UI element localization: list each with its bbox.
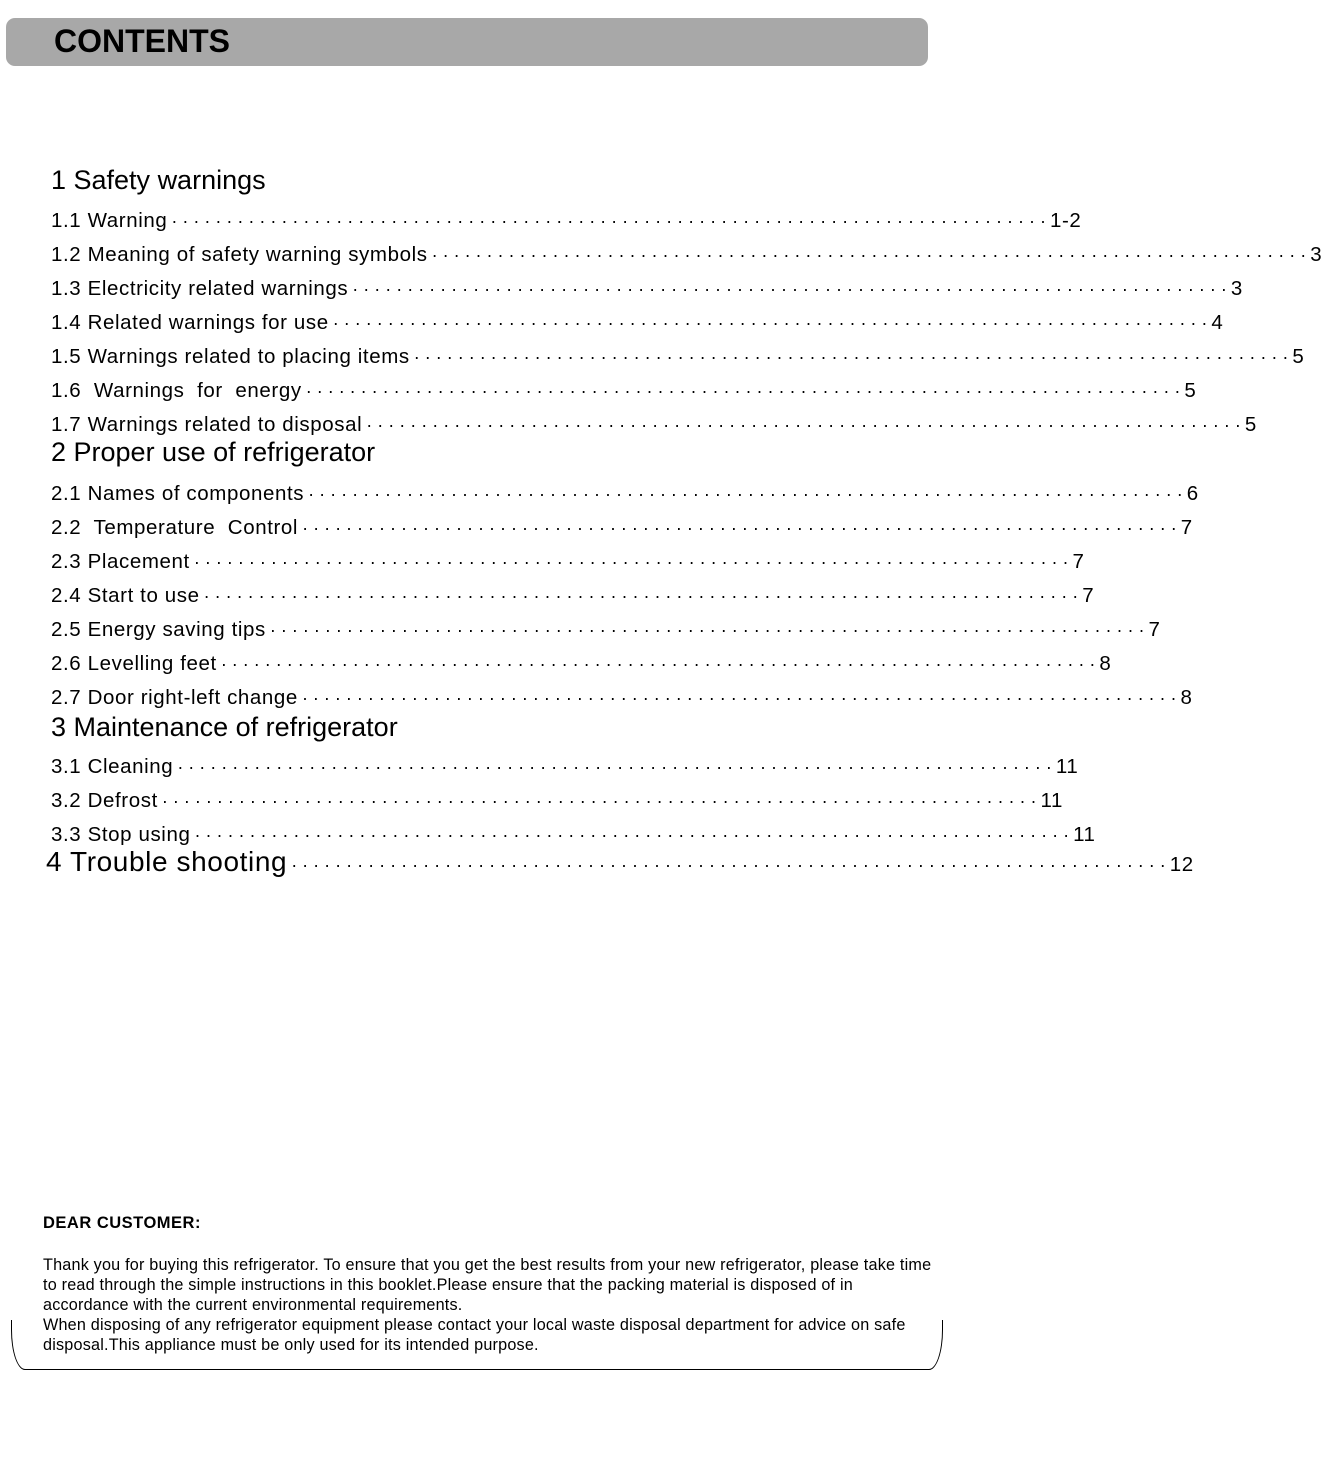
toc-entry-label: 2.7 Door right-left change <box>51 686 298 709</box>
toc-entry-page: 8 <box>1180 686 1193 709</box>
toc-entry[interactable] <box>51 276 1243 302</box>
toc-entry-page: 5 <box>1292 345 1305 368</box>
toc-entry-label: 1.5 Warnings related to placing items <box>51 345 410 368</box>
toc-entry-page: 8 <box>1099 652 1112 675</box>
toc-entry-page: 7 <box>1082 584 1095 607</box>
dot-leader: · · · · · · · · · · · · · · · · · · · · · · · · · · · · · · · · · · · · · · · · · · · · · · · · · · · · · · · · · · · · · · · · · · · · · · · · · · · · · · · · <box>332 313 1208 333</box>
toc-entry-label: 1.4 Related warnings for use <box>51 311 329 334</box>
section-title-safety-warnings: 1 Safety warnings <box>51 165 266 195</box>
toc-entry-label: 2.3 Placement <box>51 550 190 573</box>
decorative-bracket <box>11 1320 943 1370</box>
toc-entry-label: 3.3 Stop using <box>51 823 191 846</box>
dot-leader: · · · · · · · · · · · · · · · · · · · · · · · · · · · · · · · · · · · · · · · · · · · · · · · · · · · · · · · · · · · · · · · · · · · · · · · · · · · · · · · · <box>431 245 1307 265</box>
toc-entry-label: 2.2 Temperature Control <box>51 516 299 539</box>
dot-leader: · · · · · · · · · · · · · · · · · · · · · · · · · · · · · · · · · · · · · · · · · · · · · · · · · · · · · · · · · · · · · · · · · · · · · · · · · · · · · · · · <box>413 347 1289 367</box>
toc-entry[interactable] <box>51 617 1161 643</box>
dot-leader: · · · · · · · · · · · · · · · · · · · · · · · · · · · · · · · · · · · · · · · · · · · · · · · · · · · · · · · · · · · · · · · · · · · · · · · · · · · · · · · · <box>366 415 1241 435</box>
toc-entry-page: 4 <box>1211 311 1224 334</box>
toc-entry-page: 3 <box>1310 243 1322 266</box>
toc-entry-label: 2.5 Energy saving tips <box>51 618 266 641</box>
customer-paragraph: When disposing of any refrigerator equipment please contact your local waste disposal department for advice on safe disposal.This appliance must be only used for its intended purpose. <box>43 1316 906 1354</box>
dot-leader: · · · · · · · · · · · · · · · · · · · · · · · · · · · · · · · · · · · · · · · · · · · · · · · · · · · · · · · · · · · · · · · · · · · · · · · · · · · · · · · · <box>269 620 1145 640</box>
toc-entry-page: 11 <box>1073 823 1096 846</box>
section-title-trouble-shooting: 4 Trouble shooting <box>46 846 288 877</box>
toc-entry[interactable] <box>51 481 1199 507</box>
toc-entry-page: 11 <box>1055 755 1079 778</box>
toc-entry-label: 2.1 Names of components <box>51 482 305 505</box>
dot-leader: · · · · · · · · · · · · · · · · · · · · · · · · · · · · · · · · · · · · · · · · · · · · · · · · · · · · · · · · · · · · · · · · · · · · · · · · · · · · · · · · <box>305 381 1181 401</box>
dot-leader: · · · · · · · · · · · · · · · · · · · · · · · · · · · · · · · · · · · · · · · · · · · · · · · · · · · · · · · · · · · · · · · · · · · · · · · · · · · · · · · · <box>177 757 1052 777</box>
toc-entry-label: 3.2 Defrost <box>51 789 158 812</box>
dot-leader: · · · · · · · · · · · · · · · · · · · · · · · · · · · · · · · · · · · · · · · · · · · · · · · · · · · · · · · · · · · · · · · · · · · · · · · · · · · · · · · · <box>161 791 1037 811</box>
section-title-proper-use: 2 Proper use of refrigerator <box>51 437 376 467</box>
dot-leader: · · · · · · · · · · · · · · · · · · · · · · · · · · · · · · · · · · · · · · · · · · · · · · · · · · · · · · · · · · · · · · · · · · · · · · · · · · · · · · · · <box>352 279 1227 299</box>
toc-entry-label: 2.4 Start to use <box>51 584 200 607</box>
toc-entry-page: 6 <box>1186 482 1199 505</box>
toc-entry[interactable] <box>51 208 1082 234</box>
toc-entry-label: 1.7 Warnings related to disposal <box>51 413 363 436</box>
page-title: CONTENTS <box>54 23 230 59</box>
toc-entry[interactable] <box>51 754 1079 780</box>
toc-entry[interactable] <box>51 344 1305 370</box>
toc-entry[interactable] <box>51 583 1095 609</box>
toc-entry-page: 11 <box>1040 789 1063 812</box>
dot-leader: · · · · · · · · · · · · · · · · · · · · · · · · · · · · · · · · · · · · · · · · · · · · · · · · · · · · · · · · · · · · · · · · · · · · · · · · · · · · · · · · <box>302 518 1177 538</box>
toc-entry-label: 3.1 Cleaning <box>51 755 174 778</box>
toc-entry-page: 7 <box>1180 516 1193 539</box>
toc-entry[interactable] <box>51 685 1193 711</box>
toc-entry[interactable] <box>51 651 1112 677</box>
toc-entry[interactable] <box>51 242 1322 268</box>
toc-entry[interactable] <box>51 412 1257 438</box>
toc-entry-label: 2.6 Levelling feet <box>51 652 217 675</box>
toc-entry-page: 3 <box>1230 277 1243 300</box>
toc-entry-page: 7 <box>1148 618 1161 641</box>
toc-entry-page: 5 <box>1184 379 1197 402</box>
toc-entry[interactable] <box>51 378 1197 404</box>
toc-entry-page: 5 <box>1244 413 1257 436</box>
toc-entry[interactable] <box>51 310 1224 336</box>
dot-leader: · · · · · · · · · · · · · · · · · · · · · · · · · · · · · · · · · · · · · · · · · · · · · · · · · · · · · · · · · · · · · · · · · · · · · · · · · · · · · · · · <box>308 484 1183 504</box>
dot-leader: · · · · · · · · · · · · · · · · · · · · · · · · · · · · · · · · · · · · · · · · · · · · · · · · · · · · · · · · · · · · · · · · · · · · · · · · · · · · · · · · <box>194 825 1070 845</box>
toc-entry-page: 1-2 <box>1049 209 1082 232</box>
toc-entry[interactable] <box>51 788 1063 814</box>
dot-leader: · · · · · · · · · · · · · · · · · · · · · · · · · · · · · · · · · · · · · · · · · · · · · · · · · · · · · · · · · · · · · · · · · · · · · · · · · · · · · · · · <box>171 211 1046 231</box>
dot-leader: · · · · · · · · · · · · · · · · · · · · · · · · · · · · · · · · · · · · · · · · · · · · · · · · · · · · · · · · · · · · · · · · · · · · · · · · · · · · · · · · <box>220 654 1096 674</box>
dear-customer-heading: DEAR CUSTOMER: <box>43 1214 201 1232</box>
toc-entry-label: 1.6 Warnings for energy <box>51 379 302 402</box>
dot-leader: · · · · · · · · · · · · · · · · · · · · · · · · · · · · · · · · · · · · · · · · · · · · · · · · · · · · · · · · · · · · · · · · · · · · · · · · · · · · · · · · <box>291 855 1166 875</box>
toc-entry-page: 7 <box>1072 550 1085 573</box>
header-bar <box>6 18 928 66</box>
toc-entry[interactable] <box>51 515 1193 541</box>
toc-entry[interactable] <box>51 549 1085 575</box>
dot-leader: · · · · · · · · · · · · · · · · · · · · · · · · · · · · · · · · · · · · · · · · · · · · · · · · · · · · · · · · · · · · · · · · · · · · · · · · · · · · · · · · <box>301 688 1177 708</box>
dot-leader: · · · · · · · · · · · · · · · · · · · · · · · · · · · · · · · · · · · · · · · · · · · · · · · · · · · · · · · · · · · · · · · · · · · · · · · · · · · · · · · · <box>203 586 1079 606</box>
toc-entry-label: 1.3 Electricity related warnings <box>51 277 349 300</box>
toc-entry-page: 12 <box>1169 853 1194 876</box>
toc-entry-trouble-shooting[interactable] <box>46 845 1194 879</box>
toc-entry-label: 1.1 Warning <box>51 209 168 232</box>
toc-entry-label: 1.2 Meaning of safety warning symbols <box>51 243 428 266</box>
customer-paragraph: Thank you for buying this refrigerator. To ensure that you get the best results from your new refrigerator, please take time to read through the simple instructions in this booklet.Please ensure that the packing material is disposed of in accordance with the current environmental requirements. <box>43 1256 932 1314</box>
dot-leader: · · · · · · · · · · · · · · · · · · · · · · · · · · · · · · · · · · · · · · · · · · · · · · · · · · · · · · · · · · · · · · · · · · · · · · · · · · · · · · · · <box>193 552 1069 572</box>
section-title-maintenance: 3 Maintenance of refrigerator <box>51 712 398 742</box>
